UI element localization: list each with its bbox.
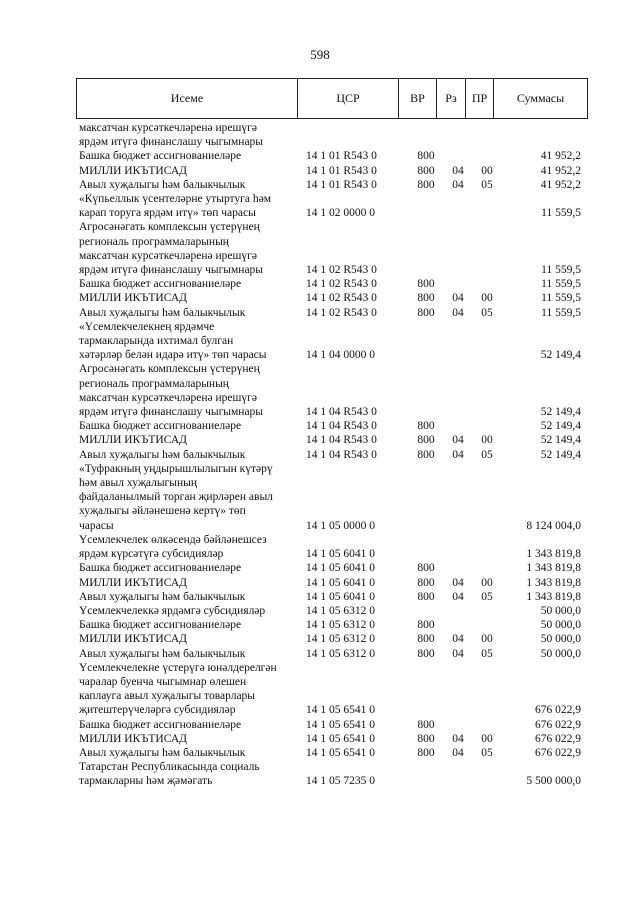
cell-csr: 14 1 05 6312 0 bbox=[306, 647, 375, 660]
table-row bbox=[0, 661, 640, 718]
table-row bbox=[0, 121, 640, 149]
table-row bbox=[0, 164, 640, 178]
header-name: Исеме bbox=[77, 79, 298, 118]
cell-csr: 14 1 05 6541 0 bbox=[306, 732, 375, 745]
cell-csr: 14 1 05 0000 0 bbox=[306, 519, 375, 532]
header-csr: ЦСР bbox=[298, 79, 399, 118]
cell-rz: 04 bbox=[452, 746, 464, 759]
cell-csr: 14 1 02 R543 0 bbox=[306, 306, 377, 319]
table-row bbox=[0, 618, 640, 632]
cell-name: Агросәнәгать комплексын үстерүнең региональ программаларының максатчан курсәткечләренә ирешүгә ярдәм итүгә финанслашу чыгымнары bbox=[79, 363, 264, 419]
cell-vr: 800 bbox=[417, 178, 435, 191]
table-row bbox=[0, 760, 640, 788]
table-row bbox=[0, 220, 640, 277]
cell-vr: 800 bbox=[417, 420, 435, 433]
cell-sum: 11 559,5 bbox=[541, 264, 581, 277]
cell-sum: 41 952,2 bbox=[540, 164, 581, 177]
cell-csr: 14 1 05 6312 0 bbox=[306, 619, 375, 632]
cell-sum: 52 149,4 bbox=[540, 434, 581, 447]
cell-name: МИЛЛИ ИКЪТИСАД bbox=[79, 292, 187, 305]
table-row bbox=[0, 419, 640, 433]
cell-vr: 800 bbox=[417, 590, 435, 603]
cell-csr: 14 1 05 6541 0 bbox=[306, 718, 375, 731]
cell-pr: 00 bbox=[481, 434, 493, 447]
cell-vr: 800 bbox=[417, 278, 435, 291]
cell-sum: 676 022,9 bbox=[535, 718, 581, 731]
cell-vr: 800 bbox=[417, 434, 435, 447]
cell-name: Башка бюджет ассигнованиеләре bbox=[79, 562, 242, 575]
cell-sum: 1 343 819,8 bbox=[526, 590, 581, 603]
cell-name: Үсемлекчелеккә ярдәмгә субсидияләр bbox=[79, 604, 266, 617]
cell-sum: 52 149,4 bbox=[540, 448, 581, 461]
table-row bbox=[0, 291, 640, 305]
cell-name: МИЛЛИ ИКЪТИСАД bbox=[79, 164, 187, 177]
cell-sum: 5 500 000,0 bbox=[526, 775, 581, 788]
table-row bbox=[0, 448, 640, 462]
cell-name: «Туфракның уңдырышлылыгын күтәрү һәм авыл хуҗалыгының файдаланылмый торган җирләрен авыл хуҗалыгы әйләнешенә кертү» төп чарасы bbox=[79, 462, 273, 532]
cell-sum: 50 000,0 bbox=[540, 647, 581, 660]
cell-rz: 04 bbox=[452, 292, 464, 305]
cell-name: Авыл хуҗалыгы һәм балыкчылык bbox=[79, 647, 246, 660]
cell-rz: 04 bbox=[452, 434, 464, 447]
cell-csr: 14 1 02 R543 0 bbox=[306, 292, 377, 305]
cell-name: Үсемлекчелек өлкәсендә бәйләнешсез ярдәм күрсәтүгә субсидияләр bbox=[79, 533, 267, 561]
cell-name: Үсемлекчелекне үстерүгә юнәлдерелгән чаралар буенча чыгымнар өлешен каплауга авыл хуҗалыгы товарлары җитештерүчеләргә субсидияләр bbox=[79, 661, 277, 717]
cell-sum: 676 022,9 bbox=[535, 746, 581, 759]
cell-vr: 800 bbox=[417, 732, 435, 745]
cell-csr: 14 1 04 R543 0 bbox=[306, 448, 377, 461]
cell-csr: 14 1 02 R543 0 bbox=[306, 278, 377, 291]
cell-pr: 05 bbox=[481, 448, 493, 461]
cell-name: Авыл хуҗалыгы һәм балыкчылык bbox=[79, 746, 246, 759]
cell-vr: 800 bbox=[417, 448, 435, 461]
table-row bbox=[0, 746, 640, 760]
cell-sum: 41 952,2 bbox=[540, 150, 581, 163]
header-pr: ПР bbox=[466, 79, 494, 118]
table-row bbox=[0, 433, 640, 447]
cell-name: Авыл хуҗалыгы һәм балыкчылык bbox=[79, 590, 246, 603]
cell-csr: 14 1 04 R543 0 bbox=[306, 420, 377, 433]
cell-name: Авыл хуҗалыгы һәм балыкчылык bbox=[79, 306, 246, 319]
cell-vr: 800 bbox=[417, 619, 435, 632]
cell-sum: 52 149,4 bbox=[540, 349, 581, 362]
table-row bbox=[0, 647, 640, 661]
cell-rz: 04 bbox=[452, 164, 464, 177]
cell-csr: 14 1 05 6541 0 bbox=[306, 746, 375, 759]
cell-sum: 41 952,2 bbox=[540, 178, 581, 191]
table-row bbox=[0, 604, 640, 618]
cell-name: Авыл хуҗалыгы һәм балыкчылык bbox=[79, 178, 246, 191]
page-number: 598 bbox=[310, 47, 330, 62]
cell-csr: 14 1 02 R543 0 bbox=[306, 264, 377, 277]
cell-pr: 00 bbox=[481, 292, 493, 305]
cell-sum: 1 343 819,8 bbox=[526, 576, 581, 589]
cell-csr: 14 1 02 0000 0 bbox=[306, 207, 375, 220]
cell-rz: 04 bbox=[452, 647, 464, 660]
cell-sum: 11 559,5 bbox=[541, 306, 581, 319]
cell-name: Башка бюджет ассигнованиеләре bbox=[79, 420, 242, 433]
cell-sum: 1 343 819,8 bbox=[526, 562, 581, 575]
cell-rz: 04 bbox=[452, 732, 464, 745]
cell-pr: 05 bbox=[481, 590, 493, 603]
header-rz: Рз bbox=[437, 79, 466, 118]
cell-pr: 00 bbox=[481, 633, 493, 646]
cell-vr: 800 bbox=[417, 562, 435, 575]
cell-sum: 11 559,5 bbox=[541, 292, 581, 305]
cell-rz: 04 bbox=[452, 178, 464, 191]
cell-pr: 05 bbox=[481, 178, 493, 191]
table-row bbox=[0, 732, 640, 746]
table-row bbox=[0, 590, 640, 604]
cell-name: Татарстан Республикасында социаль тармакларны һәм җәмәгать bbox=[79, 761, 260, 788]
cell-pr: 00 bbox=[481, 576, 493, 589]
cell-vr: 800 bbox=[417, 746, 435, 759]
table-row bbox=[0, 320, 640, 363]
cell-vr: 800 bbox=[417, 718, 435, 731]
table-row bbox=[0, 178, 640, 192]
cell-csr: 14 1 04 R543 0 bbox=[306, 434, 377, 447]
cell-name: МИЛЛИ ИКЪТИСАД bbox=[79, 732, 187, 745]
cell-csr: 14 1 05 6041 0 bbox=[306, 548, 375, 561]
cell-csr: 14 1 05 7235 0 bbox=[306, 775, 375, 788]
cell-pr: 00 bbox=[481, 164, 493, 177]
cell-sum: 50 000,0 bbox=[540, 633, 581, 646]
cell-vr: 800 bbox=[417, 164, 435, 177]
cell-vr: 800 bbox=[417, 576, 435, 589]
cell-csr: 14 1 05 6312 0 bbox=[306, 633, 375, 646]
cell-csr: 14 1 01 R543 0 bbox=[306, 164, 377, 177]
cell-sum: 11 559,5 bbox=[541, 278, 581, 291]
table-row bbox=[0, 362, 640, 419]
table-row bbox=[0, 306, 640, 320]
cell-csr: 14 1 01 R543 0 bbox=[306, 178, 377, 191]
cell-csr: 14 1 05 6041 0 bbox=[306, 562, 375, 575]
table-row bbox=[0, 632, 640, 646]
cell-sum: 50 000,0 bbox=[540, 619, 581, 632]
table-body bbox=[0, 121, 640, 789]
table-row bbox=[0, 149, 640, 163]
table-row bbox=[0, 718, 640, 732]
cell-sum: 8 124 004,0 bbox=[526, 519, 581, 532]
cell-name: МИЛЛИ ИКЪТИСАД bbox=[79, 434, 187, 447]
cell-csr: 14 1 05 6041 0 bbox=[306, 590, 375, 603]
cell-pr: 05 bbox=[481, 746, 493, 759]
cell-name: Агросәнәгать комплексын үстерүнең региональ программаларының максатчан курсәткечләренә ирешүгә ярдәм итүгә финанслашу чыгымнары bbox=[79, 221, 264, 277]
cell-name: Башка бюджет ассигнованиеләре bbox=[79, 619, 242, 632]
cell-pr: 05 bbox=[481, 306, 493, 319]
cell-name: максатчан курсәткечләренә ирешүгә ярдәм итүгә финанслашу чыгымнары bbox=[79, 122, 264, 149]
table-row bbox=[0, 277, 640, 291]
cell-sum: 50 000,0 bbox=[540, 604, 581, 617]
cell-vr: 800 bbox=[417, 306, 435, 319]
cell-sum: 676 022,9 bbox=[535, 732, 581, 745]
cell-csr: 14 1 04 0000 0 bbox=[306, 349, 375, 362]
table-header bbox=[76, 78, 588, 119]
cell-pr: 00 bbox=[481, 732, 493, 745]
cell-name: «Күпьеллык үсентеләрне утыртуга һәм карап торуга ярдәм итү» төп чарасы bbox=[79, 193, 272, 220]
cell-csr: 14 1 04 R543 0 bbox=[306, 406, 377, 419]
cell-name: Башка бюджет ассигнованиеләре bbox=[79, 278, 242, 291]
cell-vr: 800 bbox=[417, 647, 435, 660]
table-row bbox=[0, 192, 640, 220]
cell-rz: 04 bbox=[452, 576, 464, 589]
table-row bbox=[0, 576, 640, 590]
cell-pr: 05 bbox=[481, 647, 493, 660]
cell-name: МИЛЛИ ИКЪТИСАД bbox=[79, 576, 187, 589]
table-row bbox=[0, 561, 640, 575]
cell-sum: 1 343 819,8 bbox=[526, 548, 581, 561]
cell-rz: 04 bbox=[452, 590, 464, 603]
cell-csr: 14 1 05 6541 0 bbox=[306, 704, 375, 717]
header-sum: Суммасы bbox=[516, 91, 565, 105]
cell-sum: 52 149,4 bbox=[540, 420, 581, 433]
cell-name: Башка бюджет ассигнованиеләре bbox=[79, 150, 242, 163]
cell-rz: 04 bbox=[452, 306, 464, 319]
cell-name: МИЛЛИ ИКЪТИСАД bbox=[79, 633, 187, 646]
cell-sum: 11 559,5 bbox=[541, 207, 581, 220]
table-row bbox=[0, 533, 640, 561]
cell-vr: 800 bbox=[417, 292, 435, 305]
cell-name: Авыл хуҗалыгы һәм балыкчылык bbox=[79, 448, 246, 461]
cell-sum: 676 022,9 bbox=[535, 704, 581, 717]
cell-name: «Үсемлекчелекнең ярдәмче тармакларында ихтимал булган хәтәрләр белән идарә итү» төп чарасы bbox=[79, 320, 267, 362]
cell-csr: 14 1 01 R543 0 bbox=[306, 150, 377, 163]
cell-csr: 14 1 05 6312 0 bbox=[306, 604, 375, 617]
cell-csr: 14 1 05 6041 0 bbox=[306, 576, 375, 589]
table-row bbox=[0, 462, 640, 533]
header-vr: ВР bbox=[399, 79, 437, 118]
cell-vr: 800 bbox=[417, 633, 435, 646]
cell-name: Башка бюджет ассигнованиеләре bbox=[79, 718, 242, 731]
cell-sum: 52 149,4 bbox=[540, 406, 581, 419]
cell-rz: 04 bbox=[452, 633, 464, 646]
cell-vr: 800 bbox=[417, 150, 435, 163]
cell-rz: 04 bbox=[452, 448, 464, 461]
